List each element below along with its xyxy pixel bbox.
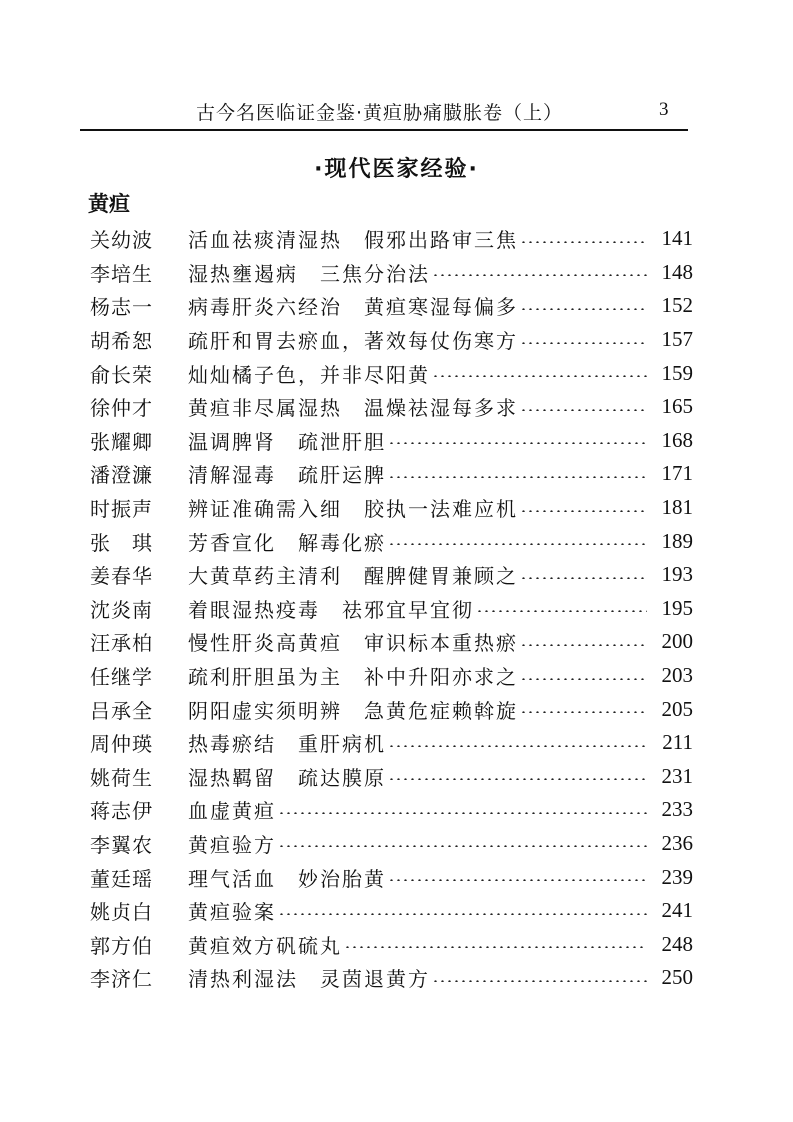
dot-leader: [520, 510, 647, 512]
entry-page: 200: [661, 629, 693, 654]
entry-author: 徐仲才: [90, 396, 153, 421]
toc-entry[interactable]: [90, 894, 693, 928]
toc-entry[interactable]: [90, 726, 693, 760]
dot-leader: [520, 308, 647, 310]
entry-title: 清热利湿法 灵茵退黄方: [188, 967, 430, 992]
entry-title: 疏肝和胃去瘀血，著效每仗伤寒方: [188, 329, 518, 354]
entry-author: 蒋志伊: [90, 799, 153, 824]
entry-author: 沈炎南: [90, 597, 153, 622]
entry-page: 141: [661, 226, 693, 251]
running-header-title: 古今名医临证金鉴·黄疸胁痛臌胀卷（上）: [196, 102, 564, 124]
toc-entry[interactable]: [90, 491, 693, 525]
entry-title: 灿灿橘子色，并非尽阳黄: [188, 362, 430, 387]
page-number: 3: [659, 99, 669, 120]
dot-leader: [432, 274, 647, 276]
toc-entry[interactable]: [90, 793, 693, 827]
entry-page: 181: [661, 495, 693, 520]
entry-author: 姜春华: [90, 564, 153, 589]
entry-page: 152: [661, 293, 693, 318]
entry-author: 俞长荣: [90, 362, 153, 387]
entry-author: 时振声: [90, 497, 153, 522]
entry-author: 张耀卿: [90, 429, 153, 454]
toc-entry[interactable]: [90, 524, 693, 558]
section-title: ·现代医家经验·: [314, 157, 479, 182]
toc-entry[interactable]: [90, 692, 693, 726]
toc-entry[interactable]: [90, 457, 693, 491]
dot-leader: [432, 980, 647, 982]
entry-title: 黄疸非尽属湿热 温燥祛湿每多求: [188, 396, 518, 421]
dot-leader: [432, 375, 647, 377]
dot-leader: [388, 476, 647, 478]
entry-title: 慢性肝炎高黄疸 审识标本重热瘀: [188, 631, 518, 656]
entry-page: 248: [661, 931, 693, 956]
entry-page: 171: [661, 461, 693, 486]
dot-leader: [520, 678, 647, 680]
entry-title: 疏利肝胆虽为主 补中升阳亦求之: [188, 665, 518, 690]
dot-leader: [520, 409, 647, 411]
header-rule: [80, 129, 688, 131]
toc-entry[interactable]: [90, 625, 693, 659]
entry-page: 203: [661, 663, 693, 688]
entry-author: 姚荷生: [90, 765, 153, 790]
entry-page: 231: [661, 763, 693, 788]
entry-page: 211: [662, 730, 693, 755]
entry-page: 189: [661, 528, 693, 553]
entry-page: 233: [661, 797, 693, 822]
entry-title: 血虚黄疸: [188, 799, 276, 824]
toc-entry[interactable]: [90, 289, 693, 323]
entry-title: 湿热羁留 疏达膜原: [188, 765, 386, 790]
entry-page: 250: [661, 965, 693, 990]
toc-entry[interactable]: [90, 256, 693, 290]
dot-leader: [520, 711, 647, 713]
entry-author: 胡希恕: [90, 329, 153, 354]
entry-title: 大黄草药主清利 醒脾健胃兼顾之: [188, 564, 518, 589]
entry-title: 黄疸效方矾硫丸: [188, 933, 342, 958]
dot-leader: [388, 442, 647, 444]
toc-entry[interactable]: [90, 592, 693, 626]
entry-title: 湿热壅遏病 三焦分治法: [188, 261, 430, 286]
entry-author: 杨志一: [90, 295, 153, 320]
dot-leader: [520, 241, 647, 243]
entry-title: 病毒肝炎六经治 黄疸寒湿每偏多: [188, 295, 518, 320]
toc-entry[interactable]: [90, 659, 693, 693]
entry-author: 李济仁: [90, 967, 153, 992]
entry-page: 157: [661, 327, 693, 352]
entry-page: 205: [661, 696, 693, 721]
entry-title: 辨证准确需入细 胶执一法难应机: [188, 497, 518, 522]
entry-author: 吕承全: [90, 698, 153, 723]
dot-leader: [344, 946, 647, 948]
entry-author: 关幼波: [90, 228, 153, 253]
toc-entry[interactable]: [90, 961, 693, 995]
dot-leader: [278, 913, 647, 915]
dot-leader: [520, 577, 647, 579]
dot-leader: [278, 812, 647, 814]
toc-entry-list: [90, 222, 693, 995]
toc-entry[interactable]: [90, 222, 693, 256]
entry-page: 148: [661, 259, 693, 284]
dot-leader: [278, 845, 647, 847]
entry-author: 汪承柏: [90, 631, 153, 656]
entry-title: 着眼湿热疫毒 祛邪宜早宜彻: [188, 597, 474, 622]
entry-author: 周仲瑛: [90, 732, 153, 757]
entry-author: 任继学: [90, 665, 153, 690]
entry-title: 阴阳虚实须明辨 急黄危症赖斡旋: [188, 698, 518, 723]
toc-entry[interactable]: [90, 558, 693, 592]
entry-author: 张 琪: [90, 530, 153, 555]
entry-title: 活血祛痰清湿热 假邪出路审三焦: [188, 228, 518, 253]
entry-author: 李翼农: [90, 832, 153, 857]
toc-entry[interactable]: [90, 424, 693, 458]
toc-entry[interactable]: [90, 927, 693, 961]
dot-leader: [388, 745, 647, 747]
entry-author: 董廷瑶: [90, 866, 153, 891]
toc-entry[interactable]: [90, 760, 693, 794]
dot-leader: [388, 778, 647, 780]
category-heading: 黄疸: [88, 192, 130, 216]
dot-leader: [520, 644, 647, 646]
entry-author: 郭方伯: [90, 933, 153, 958]
entry-title: 芳香宣化 解毒化瘀: [188, 530, 386, 555]
toc-entry[interactable]: [90, 356, 693, 390]
dot-leader: [476, 610, 647, 612]
entry-author: 姚贞白: [90, 900, 153, 925]
entry-page: 241: [661, 898, 693, 923]
entry-page: 236: [661, 830, 693, 855]
entry-page: 165: [661, 394, 693, 419]
toc-entry[interactable]: [90, 390, 693, 424]
dot-leader: [388, 543, 647, 545]
entry-author: 潘澄濂: [90, 463, 153, 488]
entry-page: 168: [661, 427, 693, 452]
dot-leader: [388, 879, 647, 881]
entry-page: 193: [661, 562, 693, 587]
entry-title: 理气活血 妙治胎黄: [188, 866, 386, 891]
entry-author: 李培生: [90, 261, 153, 286]
entry-title: 温调脾肾 疏泄肝胆: [188, 429, 386, 454]
entry-title: 热毒瘀结 重肝病机: [188, 732, 386, 757]
dot-leader: [520, 342, 647, 344]
entry-page: 195: [661, 595, 693, 620]
entry-title: 清解湿毒 疏肝运脾: [188, 463, 386, 488]
entry-title: 黄疸验方: [188, 832, 276, 857]
entry-page: 159: [661, 360, 693, 385]
toc-entry[interactable]: [90, 827, 693, 861]
toc-entry[interactable]: [90, 860, 693, 894]
toc-entry[interactable]: [90, 323, 693, 357]
entry-title: 黄疸验案: [188, 900, 276, 925]
entry-page: 239: [661, 864, 693, 889]
